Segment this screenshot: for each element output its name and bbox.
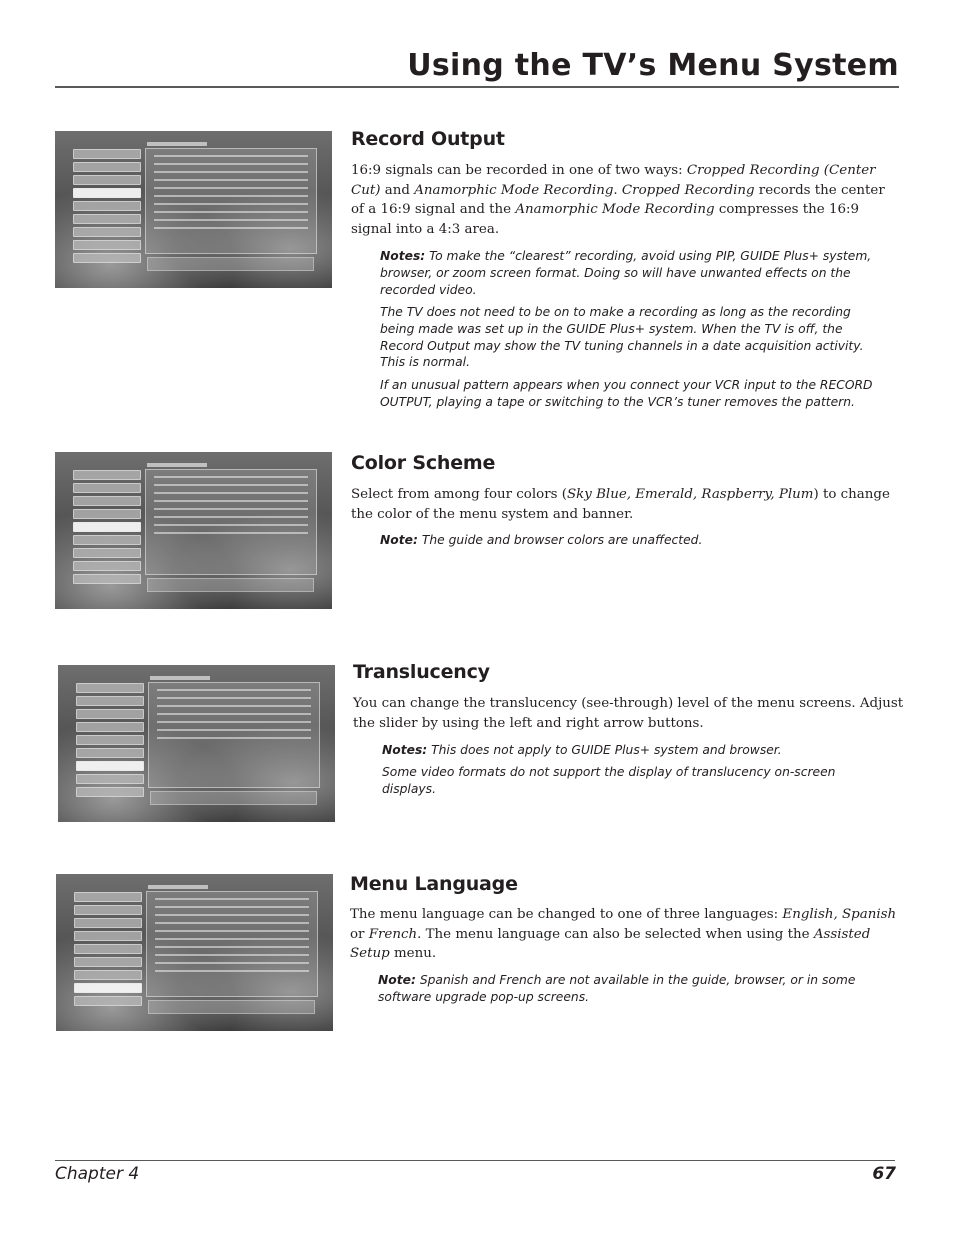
footer-divider <box>55 1160 895 1161</box>
section-heading-record-output: Record Output <box>351 128 505 150</box>
record-output-note-1: Notes: To make the “clearest” recording, avoid using PIP, GUIDE Plus+ system, browser, or zoom screen format. Doing so will have unwanted effects on the recorded video. <box>380 249 872 297</box>
footer-chapter-label: Chapter 4 <box>55 1164 140 1184</box>
translucency-screenshot <box>58 665 335 822</box>
color-scheme-screenshot <box>55 452 332 609</box>
menu-language-screenshot <box>56 874 333 1031</box>
translucency-note-1: Notes: This does not apply to GUIDE Plus+ system and browser. <box>382 743 782 757</box>
record-output-body: 16:9 signals can be recorded in one of two ways: Cropped Recording (Center Cut) and Anamorphic Mode Recording. Cropped Recording records the center of a 16:9 signal and the Anamorphic Mode Recording compresses the 16:9 signal into a 4:3 area. <box>351 163 885 237</box>
menu-language-body: The menu language can be changed to one of three languages: English, Spanish or French. The menu language can also be selected when using the Assisted Setup menu. <box>350 907 897 961</box>
section-heading-menu-language: Menu Language <box>350 873 518 895</box>
translucency-note-2: Some video formats do not support the display of translucency on-screen displays. <box>382 765 836 796</box>
record-output-note-3: If an unusual pattern appears when you connect your VCR input to the RECORD OUTPUT, playing a tape or switching to the VCR’s tuner removes the pattern. <box>380 378 873 409</box>
record-output-screenshot <box>55 131 332 288</box>
translucency-body: You can change the translucency (see-through) level of the menu screens. Adjust the slider by using the left and right arrow buttons. <box>353 696 904 731</box>
title-divider <box>55 86 899 88</box>
color-scheme-note: Note: The guide and browser colors are unaffected. <box>380 533 703 547</box>
color-scheme-body: Select from among four colors (Sky Blue, Emerald, Raspberry, Plum) to change the color of the menu system and banner. <box>351 487 890 522</box>
page-title: Using the TV’s Menu System <box>407 48 899 83</box>
section-heading-translucency: Translucency <box>353 661 490 683</box>
section-heading-color-scheme: Color Scheme <box>351 452 496 474</box>
menu-language-note: Note: Spanish and French are not available in the guide, browser, or in some software upgrade pop-up screens. <box>378 973 856 1004</box>
record-output-note-2: The TV does not need to be on to make a recording as long as the recording being made was set up in the GUIDE Plus+ system. When the TV is off, the Record Output may show the TV tuning channels in a date acquisition activity. This is normal. <box>380 305 864 370</box>
page-number: 67 <box>872 1164 896 1184</box>
